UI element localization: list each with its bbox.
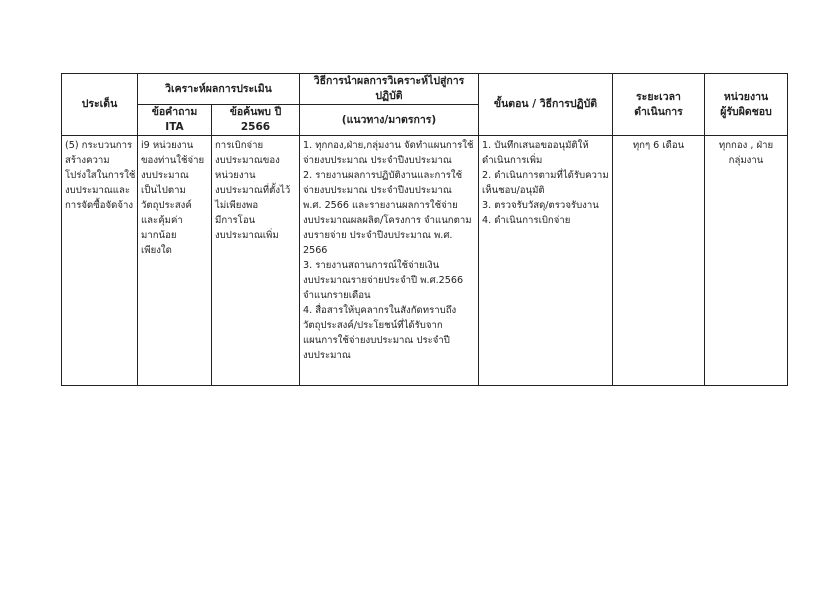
ita-line: มากน้อย xyxy=(141,230,177,241)
method-line: 4. สื่อสารให้บุคลากรในสังกัดทราบถึง xyxy=(303,305,457,316)
finding-line: ไม่เพียงพอ xyxy=(215,200,259,211)
method-line: จ่ายงบประมาณ ประจำปีงบประมาณ xyxy=(303,185,452,196)
method-line: วัตถุประสงค์/ประโยชน์ที่ได้รับจาก xyxy=(303,320,443,331)
steps-line: 4. ดำเนินการเบิกจ่าย xyxy=(482,215,571,226)
header-steps: ขั้นตอน / วิธีการปฏิบัติ xyxy=(479,74,613,136)
header-responsible-line-2: ผู้รับผิดชอบ xyxy=(720,105,772,118)
finding-line: การเบิกจ่าย xyxy=(215,140,264,151)
responsible-line: กลุ่มงาน xyxy=(728,155,764,166)
issue-line: (5) กระบวนการ xyxy=(65,140,133,151)
header-analysis: วิเคราะห์ผลการประเมิน xyxy=(138,74,300,105)
steps-line: เห็นชอบ/อนุมัติ xyxy=(482,185,545,196)
responsible-line: ทุกกอง , ฝ่าย xyxy=(718,140,774,151)
method-line: แผนการใช้จ่ายงบประมาณ ประจำปี xyxy=(303,335,450,346)
ita-line: เป็นไปตาม xyxy=(141,185,186,196)
ita-line: i9 หน่วยงาน xyxy=(141,140,194,151)
header-method: วิธีการนำผลการวิเคราะห์ไปสู่การปฏิบัติ xyxy=(300,74,479,105)
header-responsible-line-1: หน่วยงาน xyxy=(723,90,769,103)
method-line: 2. รายงานผลการปฏิบัติงานและการใช้ xyxy=(303,170,463,181)
issue-line: สร้างความ xyxy=(65,155,110,166)
method-line: 1. ทุกกอง,ฝ่าย,กลุ่มงาน จัดทำแผนการใช้ xyxy=(303,140,474,151)
header-method-sub: (แนวทาง/มาตรการ) xyxy=(300,105,479,136)
header-period-line-1: ระยะเวลา xyxy=(636,90,681,103)
cell-ita-question xyxy=(138,136,212,386)
method-line: งบรายจ่าย ประจำปีงบประมาณ พ.ศ. xyxy=(303,230,453,241)
ita-line: และคุ้มค่า xyxy=(141,215,183,226)
header-finding: ข้อค้นพบ ปี 2566 xyxy=(212,105,300,136)
header-row-top xyxy=(62,74,788,105)
period-text: ทุกๆ 6 เดือน xyxy=(632,140,685,151)
cell-responsible xyxy=(705,136,788,386)
issue-line: งบประมาณและ xyxy=(65,185,130,196)
finding-line: งบประมาณของ xyxy=(215,155,280,166)
ita-line: งบประมาณ xyxy=(141,170,189,181)
finding-line: หน่วยงาน xyxy=(215,170,256,181)
action-plan-table xyxy=(61,73,788,386)
header-period-line-2: ดำเนินการ xyxy=(634,105,683,118)
method-line: จ่ายงบประมาณ ประจำปีงบประมาณ xyxy=(303,155,452,166)
cell-method xyxy=(300,136,479,386)
header-ita-question: ข้อคำถาม ITA xyxy=(138,105,212,136)
cell-period xyxy=(613,136,705,386)
steps-line: 3. ตรวจรับวัสดุ/ตรวจรับงาน xyxy=(482,200,599,211)
steps-line: 2. ดำเนินการตามที่ได้รับความ xyxy=(482,170,609,181)
finding-line: มีการโอน xyxy=(215,215,256,226)
cell-issue xyxy=(62,136,138,386)
header-period xyxy=(613,74,705,136)
method-line: จำแนกรายเดือน xyxy=(303,290,371,301)
ita-line: วัตถุประสงค์ xyxy=(141,200,192,211)
issue-line: การจัดซื้อจัดจ้าง xyxy=(65,200,134,211)
steps-line: ดำเนินการเพิ่ม xyxy=(482,155,543,166)
table-row xyxy=(62,136,788,386)
ita-line: ของท่านใช้จ่าย xyxy=(141,155,205,166)
method-line: 3. รายงานสถานการณ์ใช้จ่ายเงิน xyxy=(303,260,440,271)
method-line: พ.ศ. 2566 และรายงานผลการใช้จ่าย xyxy=(303,200,458,211)
finding-line: งบประมาณที่ตั้งไว้ xyxy=(215,185,291,196)
method-line: งบประมาณรายจ่ายประจำปี พ.ศ.2566 xyxy=(303,275,464,286)
method-line: 2566 xyxy=(303,245,328,256)
header-issue: ประเด็น xyxy=(62,74,138,136)
issue-line: โปร่งใสในการใช้ xyxy=(65,170,136,181)
cell-finding xyxy=(212,136,300,386)
ita-line: เพียงใด xyxy=(141,245,172,256)
finding-line: งบประมาณเพิ่ม xyxy=(215,230,279,241)
method-line: งบประมาณผลผลิต/โครงการ จำแนกตาม xyxy=(303,215,472,226)
method-line: งบประมาณ xyxy=(303,350,351,361)
header-responsible xyxy=(705,74,788,136)
cell-steps xyxy=(479,136,613,386)
steps-line: 1. บันทึกเสนอขออนุมัติให้ xyxy=(482,140,589,151)
